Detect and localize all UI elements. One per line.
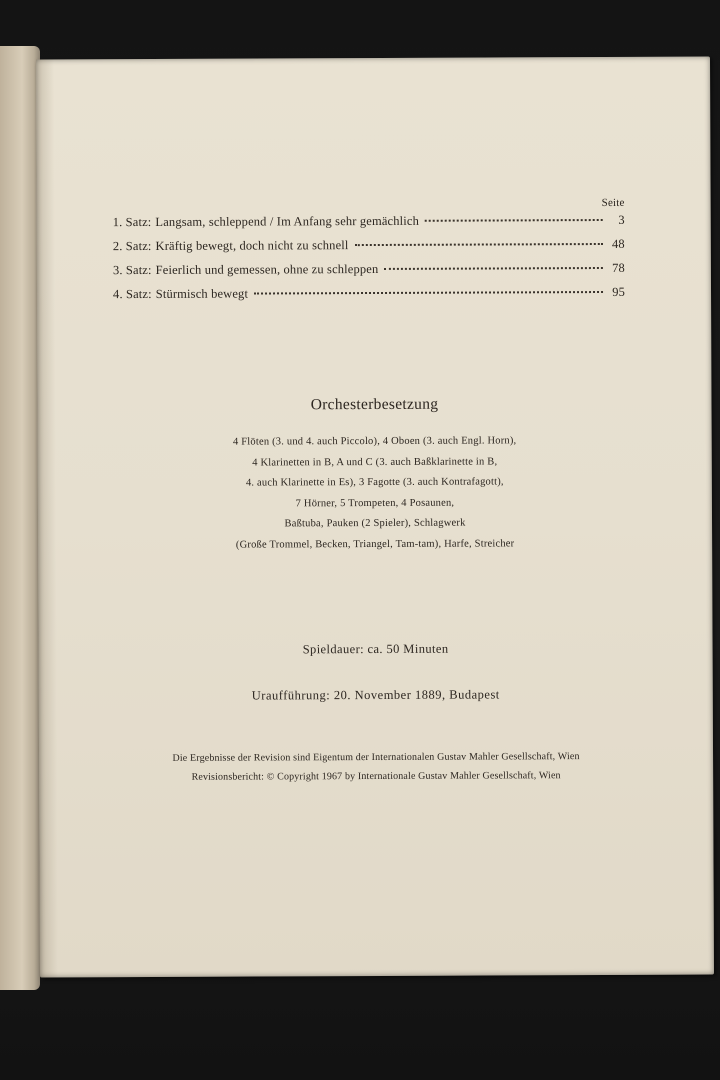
toc-movement-number: 3. Satz: [112, 262, 152, 278]
orchestration-line: Baßtuba, Pauken (2 Spieler), Schlagwerk [284, 517, 466, 530]
toc-leader-dots [254, 291, 603, 295]
toc-movement-title: Stürmisch bewegt [155, 286, 249, 301]
toc-row [113, 237, 625, 263]
toc-page-number: 95 [612, 284, 626, 299]
toc-row [113, 261, 625, 287]
toc-page-number: 78 [612, 260, 625, 275]
toc-movement-title: Langsam, schleppend / Im Anfang sehr gemächlich [155, 213, 420, 229]
toc-row [113, 285, 625, 311]
copyright-notes [39, 747, 713, 788]
toc-movement-number: 1. Satz: [112, 214, 152, 230]
premiere-info: Uraufführung: 20. November 1889, Budapest [251, 687, 500, 703]
orchestration-line: (Große Trommel, Becken, Triangel, Tam-tam), Harfe, Streicher [235, 537, 515, 551]
toc-movement-title: Feierlich und gemessen, ohne zu schleppen [155, 261, 379, 277]
toc-page-number: 48 [611, 236, 625, 251]
performance-duration: Spieldauer: ca. 50 Minuten [302, 641, 449, 657]
toc-leader-dots [355, 243, 603, 246]
toc-movement-number: 4. Satz: [112, 286, 152, 302]
document-page [36, 57, 714, 978]
toc-page-header: Seite [601, 196, 625, 210]
orchestration-line: 4 Flöten (3. und 4. auch Piccolo), 4 Oboen (3. auch Engl. Horn), [232, 435, 517, 448]
toc-row [113, 213, 625, 239]
orchestration-line: 4 Klarinetten in B, A und C (3. auch Baßklarinette in B, [252, 455, 498, 469]
orchestration-line: 7 Hörner, 5 Trompeten, 4 Posaunen, [295, 497, 455, 509]
toc-page-number: 3 [618, 212, 625, 227]
toc-leader-dots [384, 267, 603, 270]
table-of-contents [113, 213, 625, 311]
orchestration-list [38, 431, 713, 557]
facing-page-edge [0, 46, 40, 990]
revision-ownership-note: Die Ergebnisse der Revision sind Eigentum der Internationalen Gustav Mahler Gesellschaft, Wien [172, 751, 580, 764]
orchestration-line: 4. auch Klarinette in Es), 3 Fagotte (3. auch Kontrafagott), [245, 476, 504, 489]
toc-movement-title: Kräftig bewegt, doch nicht zu schnell [155, 238, 349, 253]
orchestration-heading: Orchesterbesetzung [310, 395, 439, 414]
toc-leader-dots [425, 219, 603, 222]
copyright-note: Revisionsbericht: © Copyright 1967 by Internationale Gustav Mahler Gesellschaft, Wien [191, 770, 561, 783]
toc-movement-number: 2. Satz: [112, 238, 152, 254]
